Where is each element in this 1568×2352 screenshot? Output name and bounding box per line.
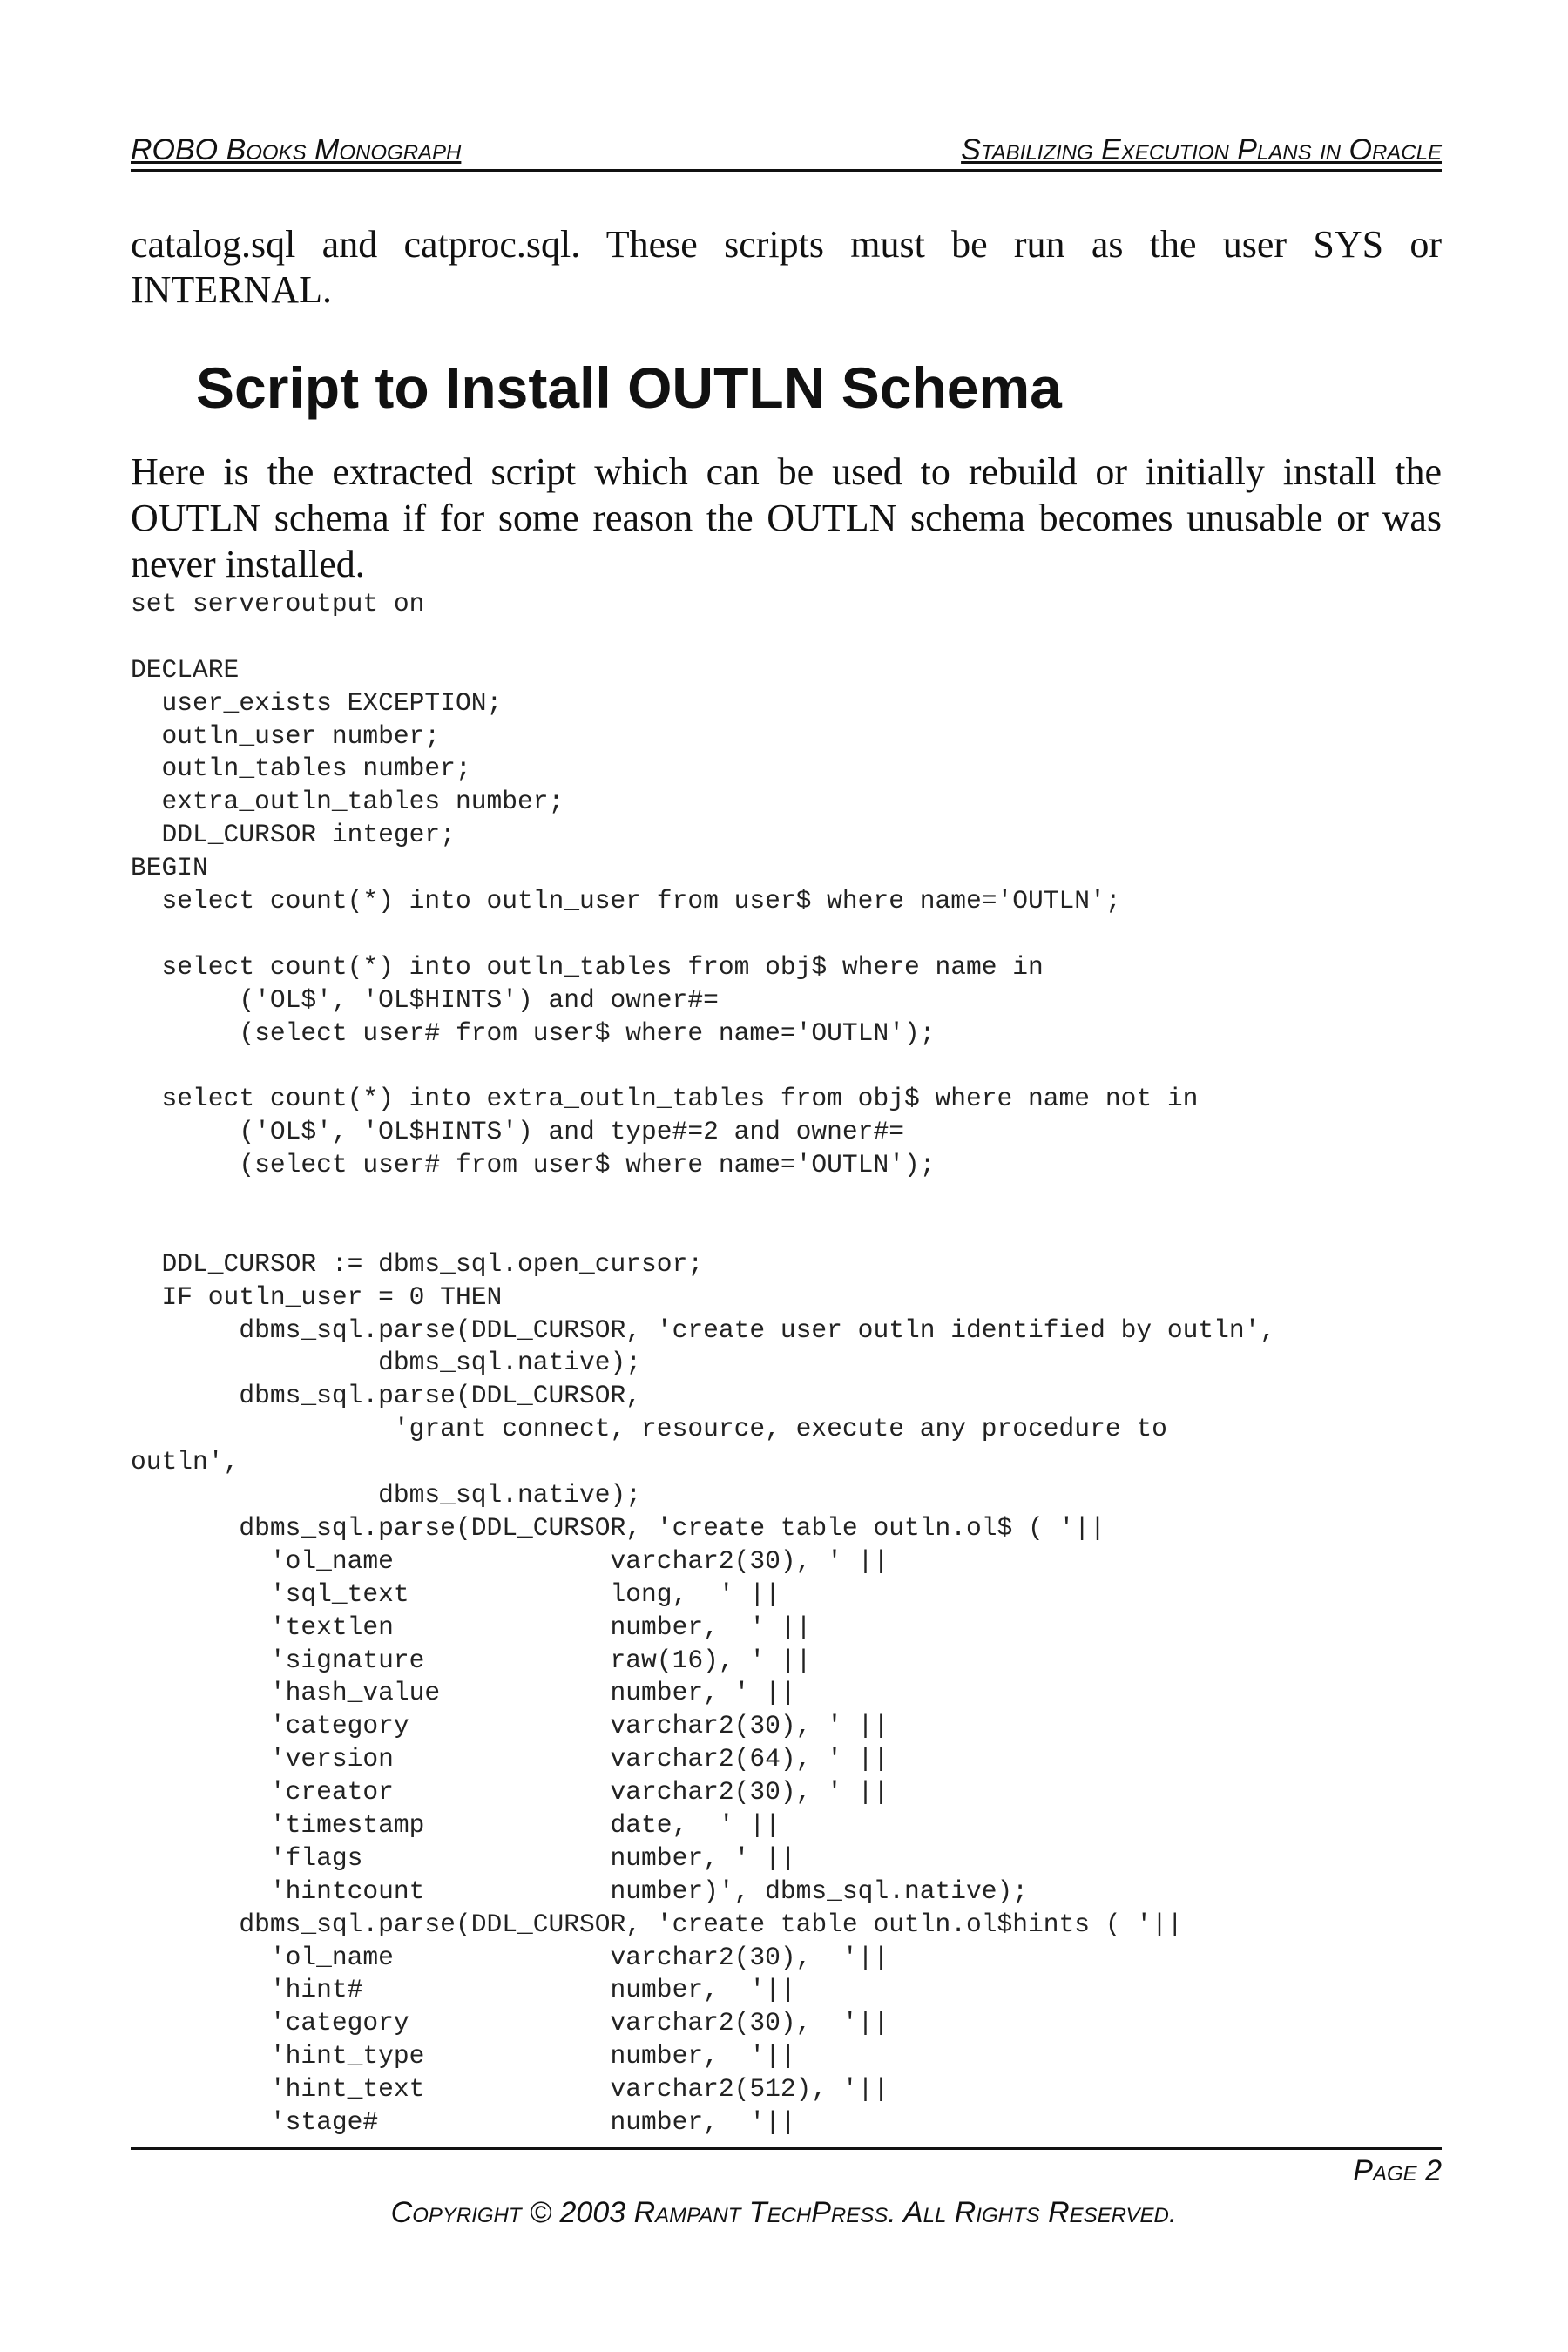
code-line: 'flags number, ' ||	[131, 1842, 796, 1873]
code-line: BEGIN	[131, 853, 208, 883]
code-line: 'signature raw(16), ' ||	[131, 1645, 812, 1675]
code-line	[131, 621, 1442, 654]
code-line: 'hintcount number)', dbms_sql.native);	[131, 1876, 1029, 1906]
body-paragraph: Here is the extracted script which can be used to rebuild or initially install the OUTLN schema if for some reason the OUTLN schema becomes unusable or was never installed.	[131, 450, 1442, 585]
code-line: 'ol_name varchar2(30), ' ||	[131, 1545, 889, 1576]
code-line: select count(*) into outln_user from user$ where name='OUTLN';	[131, 886, 1121, 916]
code-line: dbms_sql.parse(DDL_CURSOR, 'create user outln identified by outln',	[131, 1315, 1276, 1345]
intro-text: catalog.sql and catproc.sql. These scripts must be run as the user SYS or INTERNAL.	[131, 223, 1442, 311]
code-line: (select user# from user$ where name='OUTLN');	[131, 1017, 936, 1048]
code-line: 'hint_type number, '||	[131, 2041, 796, 2072]
code-line: ('OL$', 'OL$HINTS') and type#=2 and owner#=	[131, 1117, 904, 1147]
code-line: 'ol_name varchar2(30), '||	[131, 1942, 889, 1972]
code-line: 'category varchar2(30), '||	[131, 2008, 889, 2038]
code-line: 'version varchar2(64), ' ||	[131, 1744, 889, 1774]
code-line	[131, 1182, 1442, 1215]
footer-rule	[131, 2147, 1442, 2150]
code-line: DECLARE	[131, 654, 240, 685]
page-number: Page 2	[1353, 2154, 1442, 2187]
code-line: dbms_sql.parse(DDL_CURSOR,	[131, 1381, 642, 1411]
code-line	[131, 918, 1442, 951]
code-line: (select user# from user$ where name='OUTLN');	[131, 1150, 936, 1180]
section-heading: Script to Install OUTLN Schema	[196, 355, 1062, 420]
code-line: 'hint_text varchar2(512), '||	[131, 2074, 889, 2105]
code-line: 'hash_value number, ' ||	[131, 1678, 796, 1708]
code-line: outln_user number;	[131, 720, 441, 751]
copyright-notice: Copyright © 2003 Rampant TechPress. All Rights Reserved.	[390, 2196, 1178, 2229]
code-line: extra_outln_tables number;	[131, 787, 564, 817]
code-line: 'category varchar2(30), ' ||	[131, 1711, 889, 1741]
code-line: outln',	[131, 1447, 240, 1477]
header-book-title: Stabilizing Execution Plans in Oracle	[961, 133, 1442, 166]
code-line: select count(*) into outln_tables from obj$ where name in	[131, 951, 1044, 982]
code-line	[131, 1215, 1442, 1248]
code-line: select count(*) into extra_outln_tables from obj$ where name not in	[131, 1084, 1199, 1114]
page-header	[131, 131, 1442, 172]
code-line: DDL_CURSOR integer;	[131, 820, 456, 850]
code-line: dbms_sql.native);	[131, 1480, 642, 1511]
code-line: 'grant connect, resource, execute any procedure to	[131, 1414, 1167, 1444]
code-line	[131, 1050, 1442, 1083]
code-line: dbms_sql.parse(DDL_CURSOR, 'create table outln.ol$hints ( '||	[131, 1909, 1183, 1939]
code-line: 'textlen number, ' ||	[131, 1612, 812, 1642]
code-line: 'timestamp date, ' ||	[131, 1809, 781, 1840]
code-line: 'hint# number, '||	[131, 1975, 796, 2005]
code-line: 'creator varchar2(30), ' ||	[131, 1777, 889, 1808]
code-line: user_exists EXCEPTION;	[131, 687, 503, 718]
code-line: ('OL$', 'OL$HINTS') and owner#=	[131, 984, 719, 1015]
code-line: set serveroutput on	[131, 589, 425, 618]
header-book-series: ROBO Books Monograph	[131, 133, 462, 166]
code-line: outln_tables number;	[131, 754, 471, 784]
code-line: dbms_sql.native);	[131, 1348, 642, 1378]
code-line: DDL_CURSOR := dbms_sql.open_cursor;	[131, 1248, 704, 1279]
code-line: 'stage# number, '||	[131, 2106, 796, 2137]
code-line: 'sql_text long, ' ||	[131, 1578, 781, 1609]
code-line: dbms_sql.parse(DDL_CURSOR, 'create table outln.ol$ ( '||	[131, 1512, 1105, 1543]
code-line: IF outln_user = 0 THEN	[131, 1281, 503, 1312]
code-listing	[131, 588, 1442, 2156]
